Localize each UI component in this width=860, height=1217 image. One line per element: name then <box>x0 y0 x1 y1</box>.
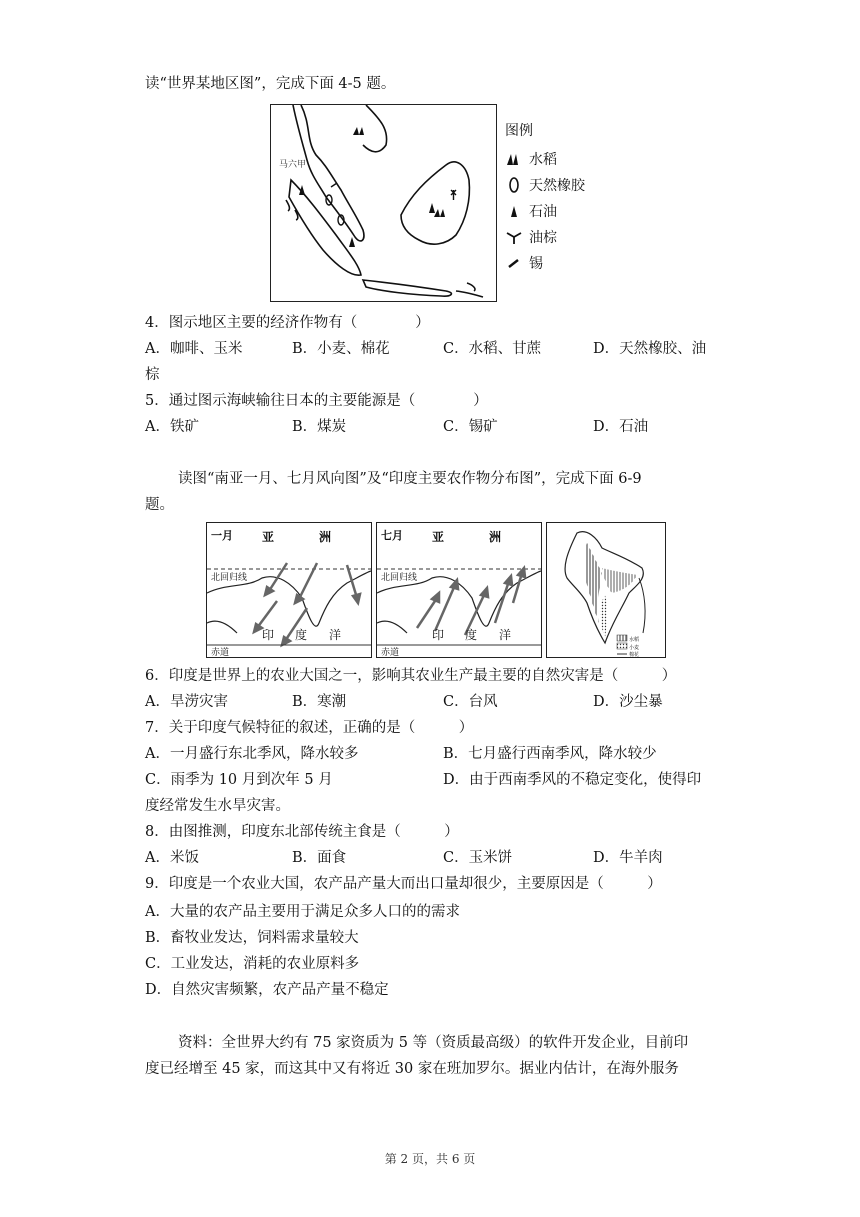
southeast-asia-map-drawing <box>271 105 496 301</box>
q9-option-b: B．畜牧业发达，饲料需求量较大 <box>145 930 359 946</box>
legend-item-tin: 锡 <box>505 250 615 276</box>
tin-icon <box>505 256 523 270</box>
q8-option-a: A．米饭 <box>145 850 199 866</box>
ocean-char-3: 洋 <box>329 628 342 642</box>
question-8-stem: 8．由图推测，印度东北部传统主食是（ ） <box>145 824 459 840</box>
q9-option-c: C．工业发达，消耗的农业原料多 <box>145 956 360 972</box>
q6-option-d: D．沙尘暴 <box>593 694 663 710</box>
q8-option-c: C．玉米饼 <box>443 850 513 866</box>
january-wind-map-drawing <box>207 523 371 657</box>
equator-label: 赤道 <box>381 648 400 657</box>
q5-option-c: C．锡矿 <box>443 419 498 435</box>
q7-option-c: C．雨季为 10 月到次年 5 月 <box>145 772 333 788</box>
rice-symbol <box>434 209 445 217</box>
ocean-char-3: 洋 <box>499 628 512 642</box>
q4-option-c: C．水稻、甘蔗 <box>443 341 542 357</box>
legend-item-oil-palm: 油棕 <box>505 224 615 250</box>
equator-label: 赤道 <box>211 648 230 657</box>
q8-option-d: D．牛羊肉 <box>593 850 663 866</box>
legend-title: 图例 <box>505 123 533 139</box>
q5-option-a: A．铁矿 <box>145 419 199 435</box>
oil-symbol <box>429 203 435 213</box>
q6-option-c: C．台风 <box>443 694 498 710</box>
ocean-char-1: 印 <box>432 628 445 642</box>
oil-symbol <box>349 237 355 247</box>
india-legend-rice: 水稻 <box>629 637 640 643</box>
rubber-icon <box>505 177 523 193</box>
intro-text-4-5: 读“世界某地区图”，完成下面 4-5 题。 <box>145 76 396 92</box>
tropic-label: 北回归线 <box>381 573 418 583</box>
india-legend-swatch-rice <box>617 635 627 641</box>
q4-option-d-wrap: 棕 <box>145 367 160 383</box>
asia-label-2: 洲 <box>489 530 502 544</box>
oil-palm-icon <box>505 230 523 244</box>
rice-symbol <box>353 127 364 135</box>
ocean-char-1: 印 <box>262 628 275 642</box>
ocean-char-2: 度 <box>295 628 308 642</box>
oil-palm-symbol <box>451 190 456 200</box>
question-9-stem: 9．印度是一个农业大国，农产品产量大而出口量却很少，主要原因是（ ） <box>145 876 662 892</box>
q4-option-d: D．天然橡胶、油 <box>593 341 707 357</box>
asia-label-1: 亚 <box>262 530 275 544</box>
asia-label-1: 亚 <box>432 530 445 544</box>
july-wind-map <box>376 522 542 658</box>
india-legend-wheat: 小麦 <box>629 645 640 651</box>
india-legend-swatch-wheat <box>617 643 627 649</box>
q7-option-d: D．由于西南季风的不稳定变化，使得印 <box>443 772 702 788</box>
intro-text-6-9-line2: 题。 <box>145 497 174 513</box>
january-month-label: 一月 <box>211 529 233 542</box>
q8-option-b: B．面食 <box>292 850 347 866</box>
rice-icon <box>505 152 523 166</box>
tropic-label: 北回归线 <box>211 573 248 583</box>
tin-symbol <box>331 183 337 187</box>
map1-legend <box>505 120 615 276</box>
q6-option-b: B．寒潮 <box>292 694 347 710</box>
question-4-stem: 4．图示地区主要的经济作物有（ ） <box>145 315 430 331</box>
q4-option-b: B．小麦、棉花 <box>292 341 390 357</box>
intro-text-6-9-line1: 读图“南亚一月、七月风向图”及“印度主要农作物分布图”，完成下面 6-9 <box>178 471 642 487</box>
q7-option-b: B．七月盛行西南季风，降水较少 <box>443 746 657 762</box>
material-line-2: 度已经增至 45 家，而这其中又有将近 30 家在班加罗尔。据业内估计，在海外服务 <box>145 1061 679 1077</box>
q6-option-a: A．旱涝灾害 <box>145 694 228 710</box>
q7-option-a: A．一月盛行东北季风，降水较多 <box>145 746 359 762</box>
india-crop-map-drawing <box>547 523 665 657</box>
material-line-1: 资料：全世界大约有 75 家资质为 5 等（资质最高级）的软件开发企业，目前印 <box>178 1035 689 1051</box>
india-legend-cotton: 棉花 <box>629 652 640 657</box>
q7-option-d-wrap: 度经常发生水旱灾害。 <box>145 798 290 814</box>
question-7-stem: 7．关于印度气候特征的叙述，正确的是（ ） <box>145 720 474 736</box>
legend-item-oil: 石油 <box>505 198 615 224</box>
india-crop-map <box>546 522 666 658</box>
legend-item-rice: 水稻 <box>505 146 615 172</box>
question-5-stem: 5．通过图示海峡输往日本的主要能源是（ ） <box>145 393 488 409</box>
strait-label: 马六甲 <box>279 160 307 170</box>
oil-icon <box>505 204 523 218</box>
page-footer: 第 2 页，共 6 页 <box>384 1152 476 1166</box>
july-month-label: 七月 <box>381 529 403 542</box>
legend-item-rubber: 天然橡胶 <box>505 172 615 198</box>
ocean-char-2: 度 <box>465 628 478 642</box>
southeast-asia-map <box>270 104 497 302</box>
q9-option-a: A．大量的农产品主要用于满足众多人口的的需求 <box>145 904 460 920</box>
q4-option-a: A．咖啡、玉米 <box>145 341 243 357</box>
july-wind-map-drawing <box>377 523 541 657</box>
question-6-stem: 6．印度是世界上的农业大国之一，影响其农业生产最主要的自然灾害是（ ） <box>145 668 677 684</box>
asia-label-2: 洲 <box>319 530 332 544</box>
q5-option-d: D．石油 <box>593 419 649 435</box>
january-wind-map <box>206 522 372 658</box>
q9-option-d: D．自然灾害频繁，农产品产量不稳定 <box>145 982 389 998</box>
q5-option-b: B．煤炭 <box>292 419 347 435</box>
